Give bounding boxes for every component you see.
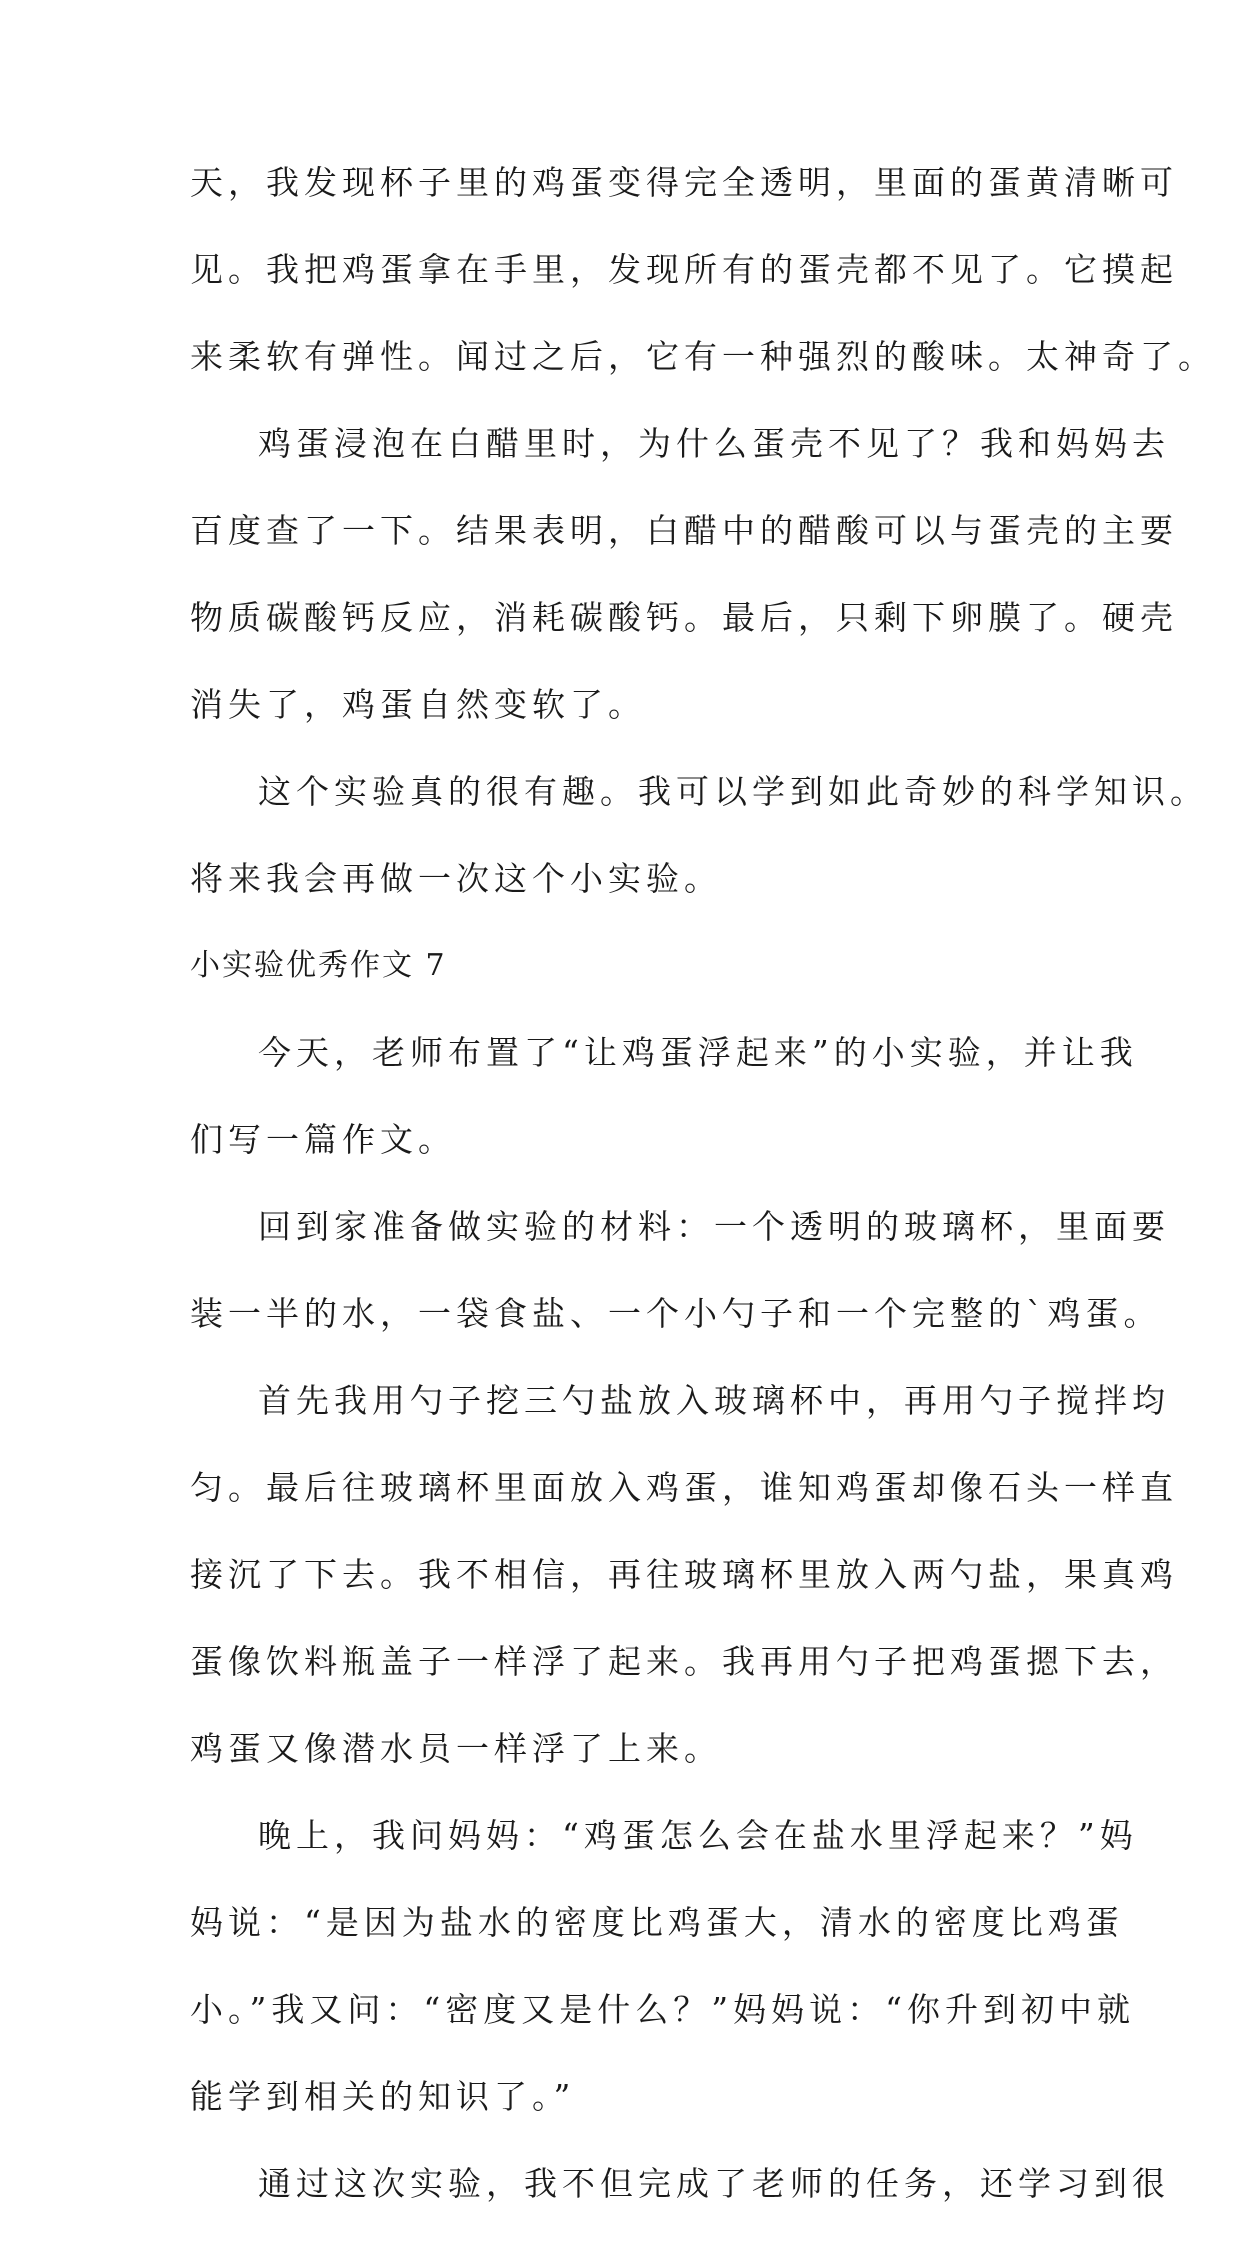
paragraph-line: 这个实验真的很有趣。我可以学到如此奇妙的科学知识。 (258, 772, 1208, 811)
paragraph-line: 妈说：“是因为盐水的密度比鸡蛋大，清水的密度比鸡蛋 (190, 1903, 1124, 1942)
paragraph-line: 能学到相关的知识了。” (190, 2077, 576, 2116)
paragraph-line: 装一半的水，一袋食盐、一个小勺子和一个完整的`鸡蛋。 (190, 1294, 1162, 1333)
paragraph-line: 们写一篇作文。 (190, 1120, 456, 1159)
paragraph-line: 消失了，鸡蛋自然变软了。 (190, 685, 646, 724)
paragraph-line: 晚上，我问妈妈：“鸡蛋怎么会在盐水里浮起来？”妈 (258, 1816, 1138, 1855)
paragraph-line: 今天，老师布置了“让鸡蛋浮起来”的小实验，并让我 (258, 1033, 1138, 1072)
paragraph-line: 百度查了一下。结果表明，白醋中的醋酸可以与蛋壳的主要 (190, 511, 1178, 550)
paragraph-line: 见。我把鸡蛋拿在手里，发现所有的蛋壳都不见了。它摸起 (190, 250, 1178, 289)
paragraph-line: 鸡蛋浸泡在白醋里时，为什么蛋壳不见了？我和妈妈去 (258, 424, 1170, 463)
document-page (190, 160, 1216, 2248)
paragraph-line: 小。”我又问：“密度又是什么？”妈妈说：“你升到初中就 (190, 1990, 1135, 2029)
paragraph-line: 天，我发现杯子里的鸡蛋变得完全透明，里面的蛋黄清晰可 (190, 163, 1178, 202)
paragraph-line: 首先我用勺子挖三勺盐放入玻璃杯中，再用勺子搅拌均 (258, 1381, 1170, 1420)
paragraph-line: 通过这次实验，我不但完成了老师的任务，还学习到很 (258, 2164, 1170, 2203)
paragraph-line: 物质碳酸钙反应，消耗碳酸钙。最后，只剩下卵膜了。硬壳 (190, 598, 1178, 637)
paragraph-line: 将来我会再做一次这个小实验。 (190, 859, 722, 898)
paragraph-line: 回到家准备做实验的材料：一个透明的玻璃杯，里面要 (258, 1207, 1170, 1246)
paragraph-line: 蛋像饮料瓶盖子一样浮了起来。我再用勺子把鸡蛋摁下去， (190, 1642, 1178, 1681)
paragraph-line: 匀。最后往玻璃杯里面放入鸡蛋，谁知鸡蛋却像石头一样直 (190, 1468, 1178, 1507)
paragraph-line: 来柔软有弹性。闻过之后，它有一种强烈的酸味。太神奇了。 (190, 337, 1216, 376)
paragraph-line: 鸡蛋又像潜水员一样浮了上来。 (190, 1729, 722, 1768)
section-heading: 小实验优秀作文 7 (190, 948, 447, 983)
paragraph-line: 接沉了下去。我不相信，再往玻璃杯里放入两勺盐，果真鸡 (190, 1555, 1178, 1594)
